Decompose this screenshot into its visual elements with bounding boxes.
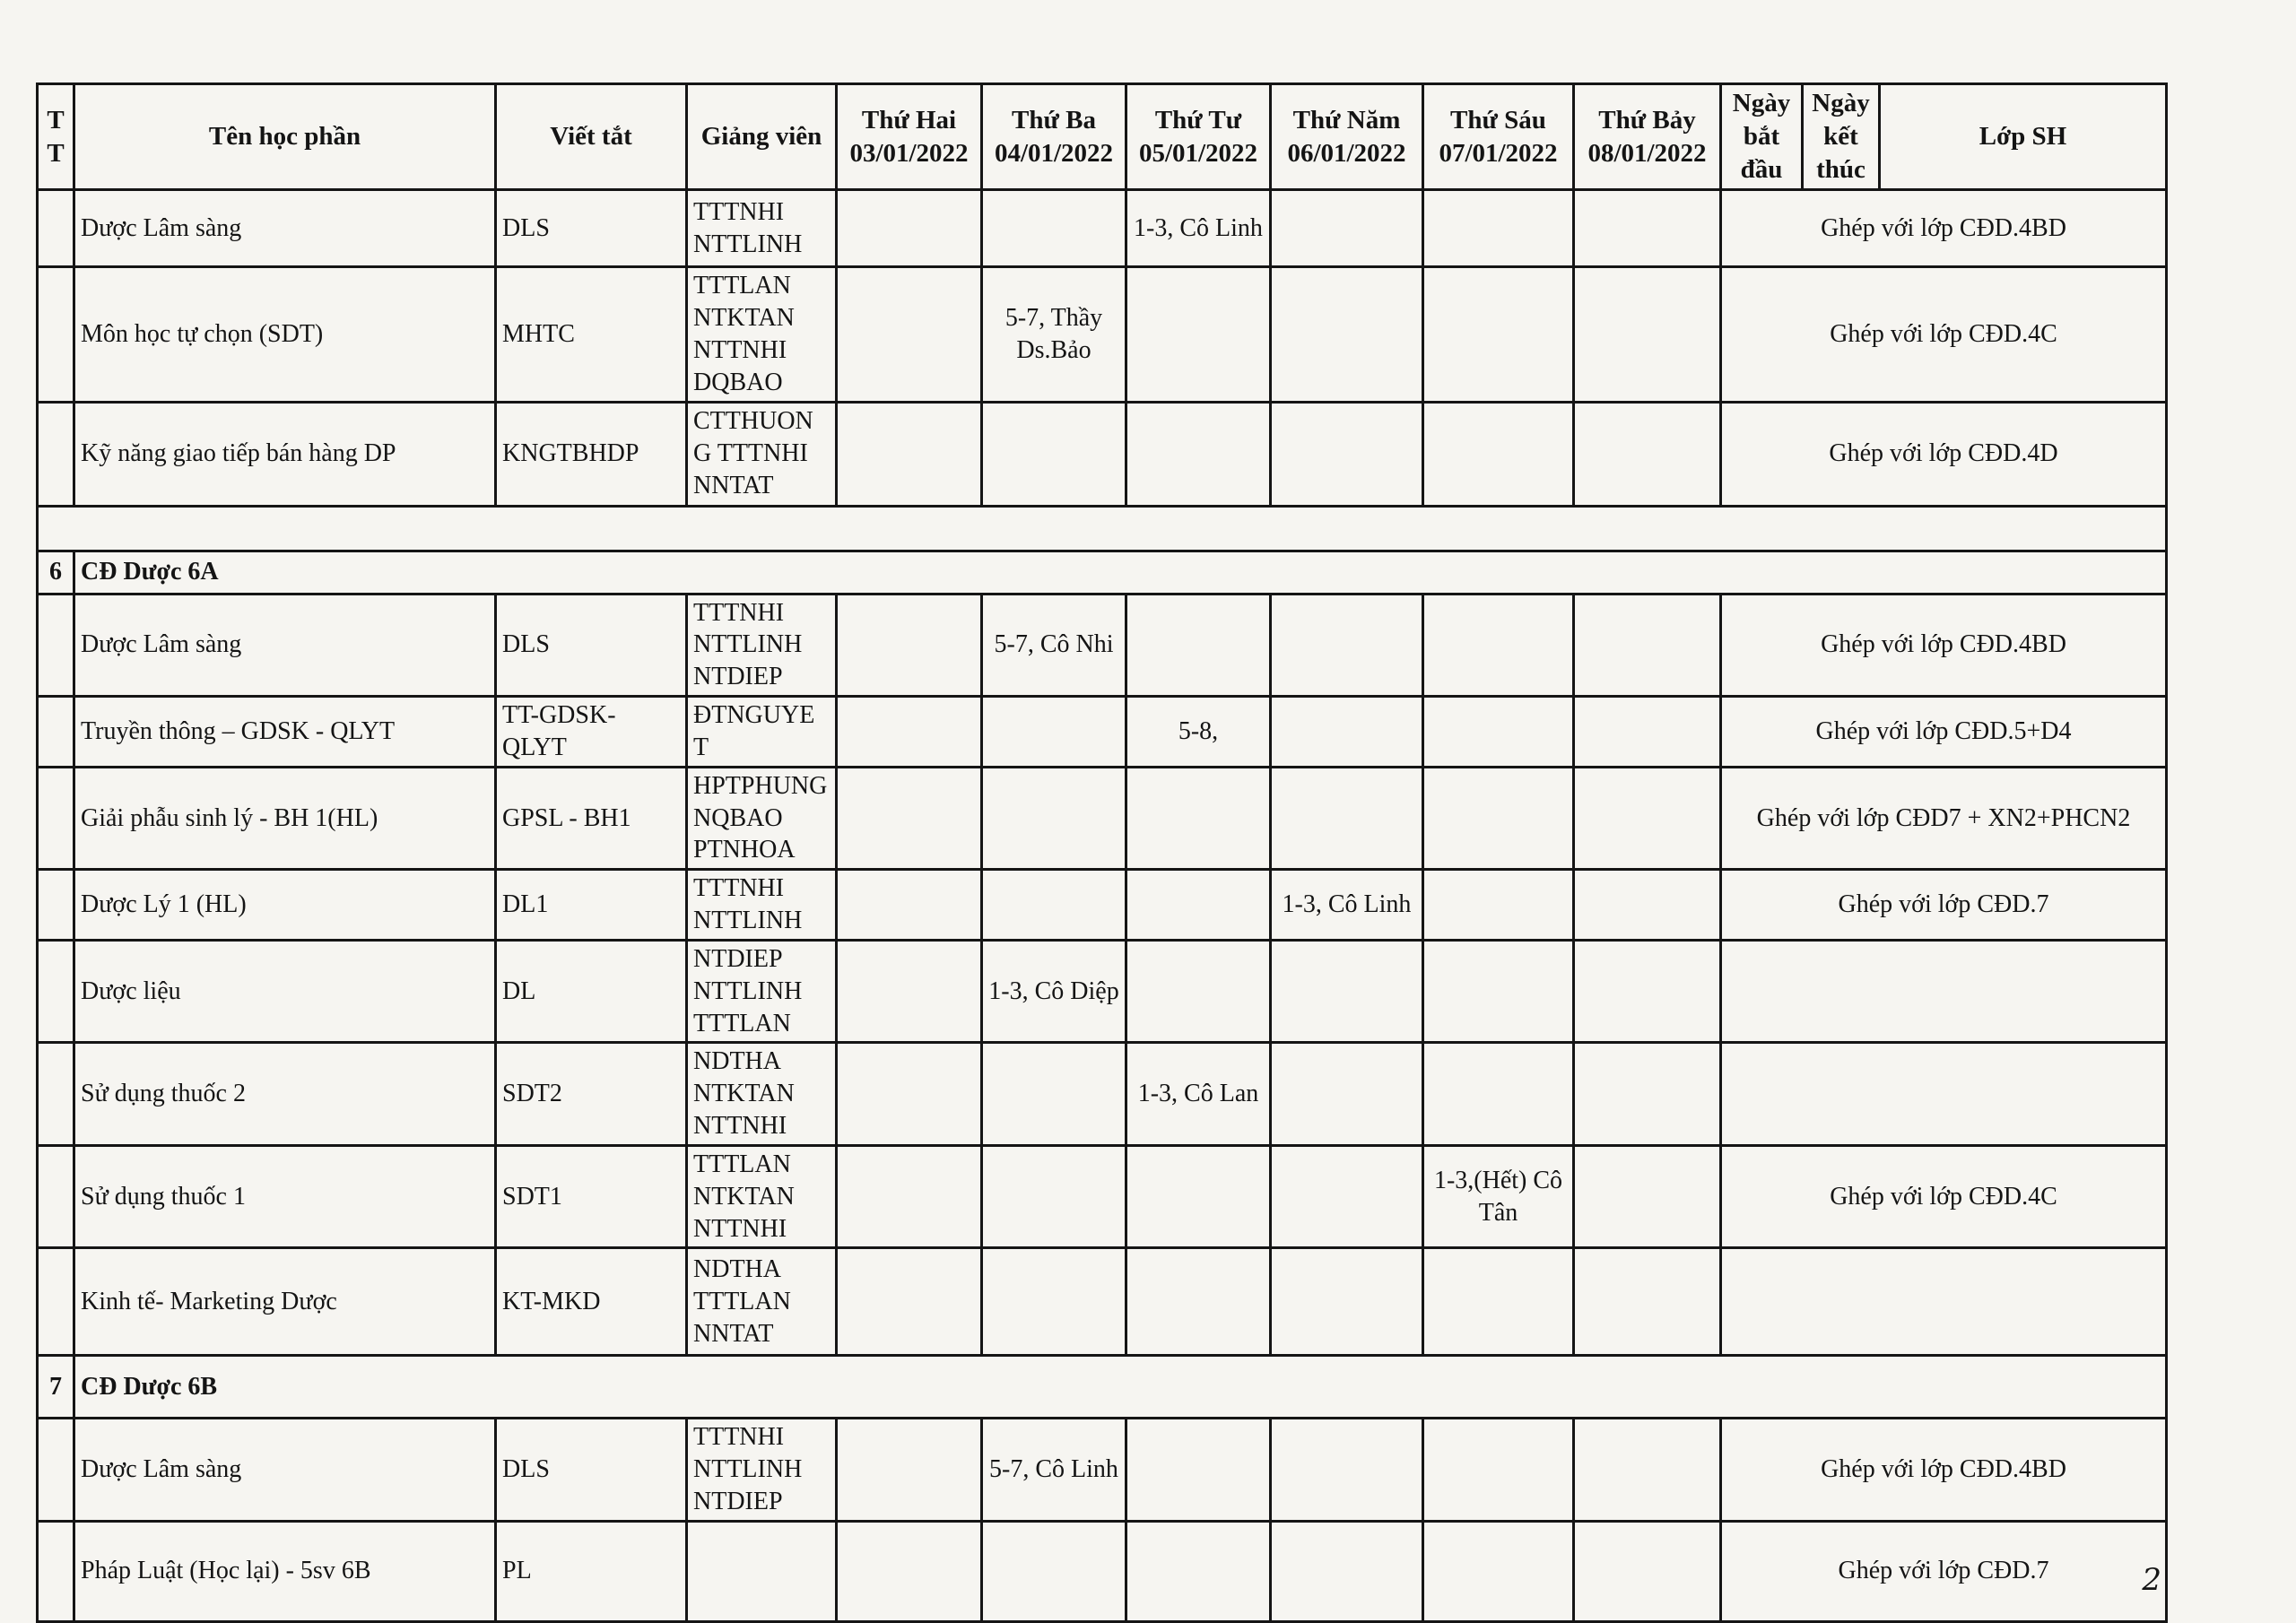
- schedule-cell: [982, 190, 1126, 267]
- course-name: Sử dụng thuốc 1: [74, 1145, 496, 1247]
- class-note: Ghép với lớp CĐD.7: [1721, 1521, 2167, 1621]
- schedule-cell: 1-3,(Hết) Cô Tân: [1423, 1145, 1574, 1247]
- course-row: [38, 190, 2167, 267]
- schedule-cell: [1126, 870, 1271, 941]
- schedule-cell: [1271, 940, 1423, 1042]
- course-name: Dược liệu: [74, 940, 496, 1042]
- course-lecturers: TTTNHI NTTLINH: [687, 870, 837, 941]
- group-number: 7: [38, 1356, 74, 1419]
- schedule-cell: [1423, 940, 1574, 1042]
- schedule-cell: [1126, 267, 1271, 402]
- row-number: [38, 190, 74, 267]
- schedule-cell: [837, 1521, 982, 1621]
- course-lecturers: [687, 1521, 837, 1621]
- course-row: [38, 1145, 2167, 1247]
- schedule-cell: [837, 870, 982, 941]
- schedule-cell: [1126, 1521, 1271, 1621]
- schedule-cell: [1574, 190, 1721, 267]
- row-number: [38, 1521, 74, 1621]
- course-name: Dược Lâm sàng: [74, 1419, 496, 1521]
- schedule-cell: [982, 870, 1126, 941]
- schedule-cell: [837, 767, 982, 869]
- header-row: [38, 84, 2167, 190]
- schedule-cell: [1126, 402, 1271, 506]
- schedule-cell: 1-3, Cô Lan: [1126, 1043, 1271, 1145]
- header-start-date: Ngày bắt đầu: [1721, 84, 1803, 190]
- course-name: Truyền thông – GDSK - QLYT: [74, 697, 496, 768]
- row-number: [38, 1419, 74, 1521]
- schedule-cell: [1126, 1145, 1271, 1247]
- schedule-cell: [1126, 940, 1271, 1042]
- header-subject: Tên học phần: [74, 84, 496, 190]
- class-note: [1721, 1248, 2167, 1356]
- schedule-cell: [1574, 1419, 1721, 1521]
- schedule-cell: 1-3, Cô Diệp: [982, 940, 1126, 1042]
- course-abbr: SDT2: [496, 1043, 687, 1145]
- header-day-wed: Thứ Tư 05/01/2022: [1126, 84, 1271, 190]
- course-lecturers: TTTLAN NTKTAN NTTNHI DQBAO: [687, 267, 837, 402]
- course-lecturers: HPTPHUNG NQBAO PTNHOA: [687, 767, 837, 869]
- schedule-cell: [837, 1145, 982, 1247]
- course-abbr: SDT1: [496, 1145, 687, 1247]
- class-note: Ghép với lớp CĐD.7: [1721, 870, 2167, 941]
- course-row: [38, 267, 2167, 402]
- schedule-cell: [837, 594, 982, 696]
- schedule-cell: [837, 697, 982, 768]
- schedule-cell: [1574, 1521, 1721, 1621]
- course-name: Dược Lâm sàng: [74, 594, 496, 696]
- course-lecturers: TTTNHI NTTLINH NTDIEP: [687, 1419, 837, 1521]
- schedule-cell: [1423, 594, 1574, 696]
- group-name: CĐ Dược 6A: [74, 551, 2167, 594]
- schedule-cell: [1574, 1145, 1721, 1247]
- course-abbr: DL: [496, 940, 687, 1042]
- header-lecturer: Giảng viên: [687, 84, 837, 190]
- class-note: Ghép với lớp CĐD7 + XN2+PHCN2: [1721, 767, 2167, 869]
- schedule-cell: [1126, 1248, 1271, 1356]
- course-row: [38, 1043, 2167, 1145]
- schedule-cell: [1271, 767, 1423, 869]
- schedule-cell: [1126, 767, 1271, 869]
- schedule-cell: [1574, 767, 1721, 869]
- class-note: Ghép với lớp CĐD.4BD: [1721, 190, 2167, 267]
- schedule-cell: [982, 697, 1126, 768]
- schedule-cell: 5-7, Cô Nhi: [982, 594, 1126, 696]
- class-note: Ghép với lớp CĐD.4BD: [1721, 594, 2167, 696]
- schedule-cell: [982, 1043, 1126, 1145]
- schedule-cell: [1574, 267, 1721, 402]
- course-lecturers: TTTNHI NTTLINH NTDIEP: [687, 594, 837, 696]
- schedule-cell: [1423, 1521, 1574, 1621]
- class-note: [1721, 1043, 2167, 1145]
- row-number: [38, 767, 74, 869]
- schedule-cell: [1271, 1521, 1423, 1621]
- course-lecturers: TTTLAN NTKTAN NTTNHI: [687, 1145, 837, 1247]
- course-abbr: KT-MKD: [496, 1248, 687, 1356]
- timetable-body: [38, 190, 2167, 1622]
- course-lecturers: NTDIEP NTTLINH TTTLAN: [687, 940, 837, 1042]
- schedule-cell: [1271, 1419, 1423, 1521]
- schedule-cell: [837, 190, 982, 267]
- course-row: [38, 1419, 2167, 1521]
- schedule-cell: [1271, 1248, 1423, 1356]
- header-day-sat: Thứ Bảy 08/01/2022: [1574, 84, 1721, 190]
- course-lecturers: NDTHA NTKTAN NTTNHI: [687, 1043, 837, 1145]
- schedule-cell: [982, 402, 1126, 506]
- course-lecturers: TTTNHI NTTLINH: [687, 190, 837, 267]
- course-name: Kỹ năng giao tiếp bán hàng DP: [74, 402, 496, 506]
- spacer-cell: [38, 506, 2167, 551]
- schedule-cell: [837, 402, 982, 506]
- schedule-cell: [1574, 870, 1721, 941]
- schedule-cell: [1574, 697, 1721, 768]
- class-note: Ghép với lớp CĐD.4C: [1721, 1145, 2167, 1247]
- course-name: Dược Lâm sàng: [74, 190, 496, 267]
- row-number: [38, 402, 74, 506]
- course-row: [38, 767, 2167, 869]
- schedule-cell: 1-3, Cô Linh: [1271, 870, 1423, 941]
- schedule-cell: [982, 1145, 1126, 1247]
- schedule-cell: [1574, 594, 1721, 696]
- row-number: [38, 697, 74, 768]
- schedule-cell: [1423, 190, 1574, 267]
- course-row: [38, 594, 2167, 696]
- header-class: Lớp SH: [1880, 84, 2167, 190]
- course-name: Dược Lý 1 (HL): [74, 870, 496, 941]
- course-abbr: DLS: [496, 594, 687, 696]
- row-number: [38, 940, 74, 1042]
- header-day-mon: Thứ Hai 03/01/2022: [837, 84, 982, 190]
- course-name: Sử dụng thuốc 2: [74, 1043, 496, 1145]
- schedule-cell: [1423, 1043, 1574, 1145]
- group-row: [38, 1356, 2167, 1419]
- page-number: 2: [2142, 1562, 2161, 1598]
- course-row: [38, 1521, 2167, 1621]
- schedule-cell: [1423, 767, 1574, 869]
- row-number: [38, 1043, 74, 1145]
- timetable: [36, 82, 2168, 1623]
- schedule-cell: [1574, 940, 1721, 1042]
- schedule-cell: [1423, 1248, 1574, 1356]
- schedule-cell: [982, 1248, 1126, 1356]
- class-note: Ghép với lớp CĐD.4BD: [1721, 1419, 2167, 1521]
- schedule-cell: [1271, 1145, 1423, 1247]
- course-row: [38, 870, 2167, 941]
- schedule-cell: [1574, 1248, 1721, 1356]
- course-row: [38, 1248, 2167, 1356]
- row-number: [38, 267, 74, 402]
- schedule-cell: [1271, 267, 1423, 402]
- schedule-cell: 5-8,: [1126, 697, 1271, 768]
- schedule-cell: [837, 267, 982, 402]
- schedule-cell: [1271, 1043, 1423, 1145]
- row-number: [38, 870, 74, 941]
- row-number: [38, 1248, 74, 1356]
- class-note: Ghép với lớp CĐD.4D: [1721, 402, 2167, 506]
- schedule-cell: [1126, 1419, 1271, 1521]
- course-abbr: MHTC: [496, 267, 687, 402]
- course-abbr: GPSL - BH1: [496, 767, 687, 869]
- schedule-cell: [1423, 402, 1574, 506]
- schedule-cell: 5-7, Cô Linh: [982, 1419, 1126, 1521]
- header-day-fri: Thứ Sáu 07/01/2022: [1423, 84, 1574, 190]
- schedule-cell: 1-3, Cô Linh: [1126, 190, 1271, 267]
- class-note: Ghép với lớp CĐD.5+D4: [1721, 697, 2167, 768]
- course-abbr: PL: [496, 1521, 687, 1621]
- course-name: Môn học tự chọn (SDT): [74, 267, 496, 402]
- spacer-row: [38, 506, 2167, 551]
- schedule-cell: [1271, 697, 1423, 768]
- course-row: [38, 402, 2167, 506]
- course-abbr: DLS: [496, 190, 687, 267]
- course-name: Giải phẫu sinh lý - BH 1(HL): [74, 767, 496, 869]
- row-number: [38, 1145, 74, 1247]
- header-end-date: Ngày kết thúc: [1803, 84, 1880, 190]
- header-abbr: Viết tắt: [496, 84, 687, 190]
- course-name: Kinh tế- Marketing Dược: [74, 1248, 496, 1356]
- course-abbr: DLS: [496, 1419, 687, 1521]
- course-lecturers: NDTHA TTTLAN NNTAT: [687, 1248, 837, 1356]
- header-day-thu: Thứ Năm 06/01/2022: [1271, 84, 1423, 190]
- group-number: 6: [38, 551, 74, 594]
- schedule-cell: [837, 1419, 982, 1521]
- header-day-tue: Thứ Ba 04/01/2022: [982, 84, 1126, 190]
- schedule-cell: [837, 940, 982, 1042]
- class-note: Ghép với lớp CĐD.4C: [1721, 267, 2167, 402]
- course-name: Pháp Luật (Học lại) - 5sv 6B: [74, 1521, 496, 1621]
- course-row: [38, 940, 2167, 1042]
- course-lecturers: ĐTNGUYE T: [687, 697, 837, 768]
- schedule-cell: [1423, 267, 1574, 402]
- schedule-cell: [1423, 870, 1574, 941]
- group-name: CĐ Dược 6B: [74, 1356, 2167, 1419]
- header-tt: T T: [38, 84, 74, 190]
- class-note: [1721, 940, 2167, 1042]
- schedule-cell: [837, 1043, 982, 1145]
- schedule-cell: [1574, 1043, 1721, 1145]
- schedule-cell: [1271, 594, 1423, 696]
- schedule-cell: [1271, 190, 1423, 267]
- schedule-cell: [982, 1521, 1126, 1621]
- course-abbr: DL1: [496, 870, 687, 941]
- schedule-cell: [1126, 594, 1271, 696]
- course-abbr: KNGTBHDP: [496, 402, 687, 506]
- course-abbr: TT-GDSK- QLYT: [496, 697, 687, 768]
- row-number: [38, 594, 74, 696]
- schedule-cell: [1423, 1419, 1574, 1521]
- schedule-cell: [1574, 402, 1721, 506]
- course-row: [38, 697, 2167, 768]
- group-row: [38, 551, 2167, 594]
- schedule-cell: 5-7, Thầy Ds.Bảo: [982, 267, 1126, 402]
- course-lecturers: CTTHUON G TTTNHI NNTAT: [687, 402, 837, 506]
- schedule-cell: [837, 1248, 982, 1356]
- schedule-cell: [982, 767, 1126, 869]
- schedule-cell: [1271, 402, 1423, 506]
- schedule-cell: [1423, 697, 1574, 768]
